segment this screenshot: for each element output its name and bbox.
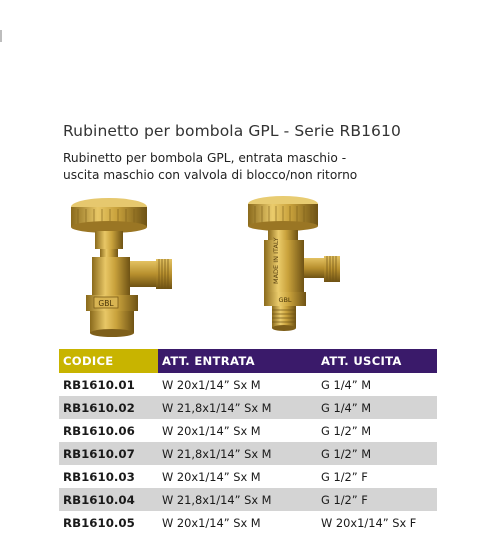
valve-photo-straight [240,192,350,342]
row-code: RB1610.03 [63,469,135,484]
row-uscita: G 1/2” M [317,442,437,465]
right-valve-front-engraving: GBL [278,296,292,304]
row-uscita: G 1/2” M [321,423,372,438]
page-title: Rubinetto per bombola GPL - Serie RB1610 [63,122,401,140]
row-uscita: W 20x1/14” Sx F [321,515,417,530]
row-code: RB1610.05 [63,515,135,530]
row-code: RB1610.02 [59,396,158,419]
left-valve-engraving: GBL [98,299,114,308]
edge-mark [0,30,2,42]
row-uscita: G 1/4” M [317,396,437,419]
product-code-table [59,349,437,534]
row-entrata: W 20x1/14” Sx M [162,377,261,392]
row-code: RB1610.01 [63,377,135,392]
table-row [59,511,437,534]
description-line-1: Rubinetto per bombola GPL, entrata maschio - [63,151,347,165]
row-uscita: G 1/2” F [321,469,368,484]
row-uscita: G 1/2” F [317,488,437,511]
row-code: RB1610.04 [59,488,158,511]
table-row [59,396,437,419]
row-uscita: G 1/4” M [321,377,372,392]
header-att-uscita: ATT. USCITA [317,349,437,373]
table-row [59,442,437,465]
row-code: RB1610.07 [59,442,158,465]
row-entrata: W 20x1/14” Sx M [162,423,261,438]
right-valve-side-engraving: MADE IN ITALY [272,237,280,284]
table-row [59,488,437,511]
row-entrata: W 20x1/14” Sx M [162,515,261,530]
row-entrata: W 21,8x1/14” Sx M [158,442,317,465]
table-row [59,373,437,396]
header-att-entrata: ATT. ENTRATA [158,349,317,373]
row-code: RB1610.06 [63,423,135,438]
row-entrata: W 21,8x1/14” Sx M [158,396,317,419]
table-row [59,465,437,488]
row-entrata: W 21,8x1/14” Sx M [158,488,317,511]
row-entrata: W 20x1/14” Sx M [162,469,261,484]
table-row [59,419,437,442]
table-header-row [59,349,437,373]
product-description [63,150,483,184]
valve-photo-angled [62,195,187,345]
description-line-2: uscita maschio con valvola di blocco/non ritorno [63,168,358,182]
header-codice: CODICE [59,349,158,373]
